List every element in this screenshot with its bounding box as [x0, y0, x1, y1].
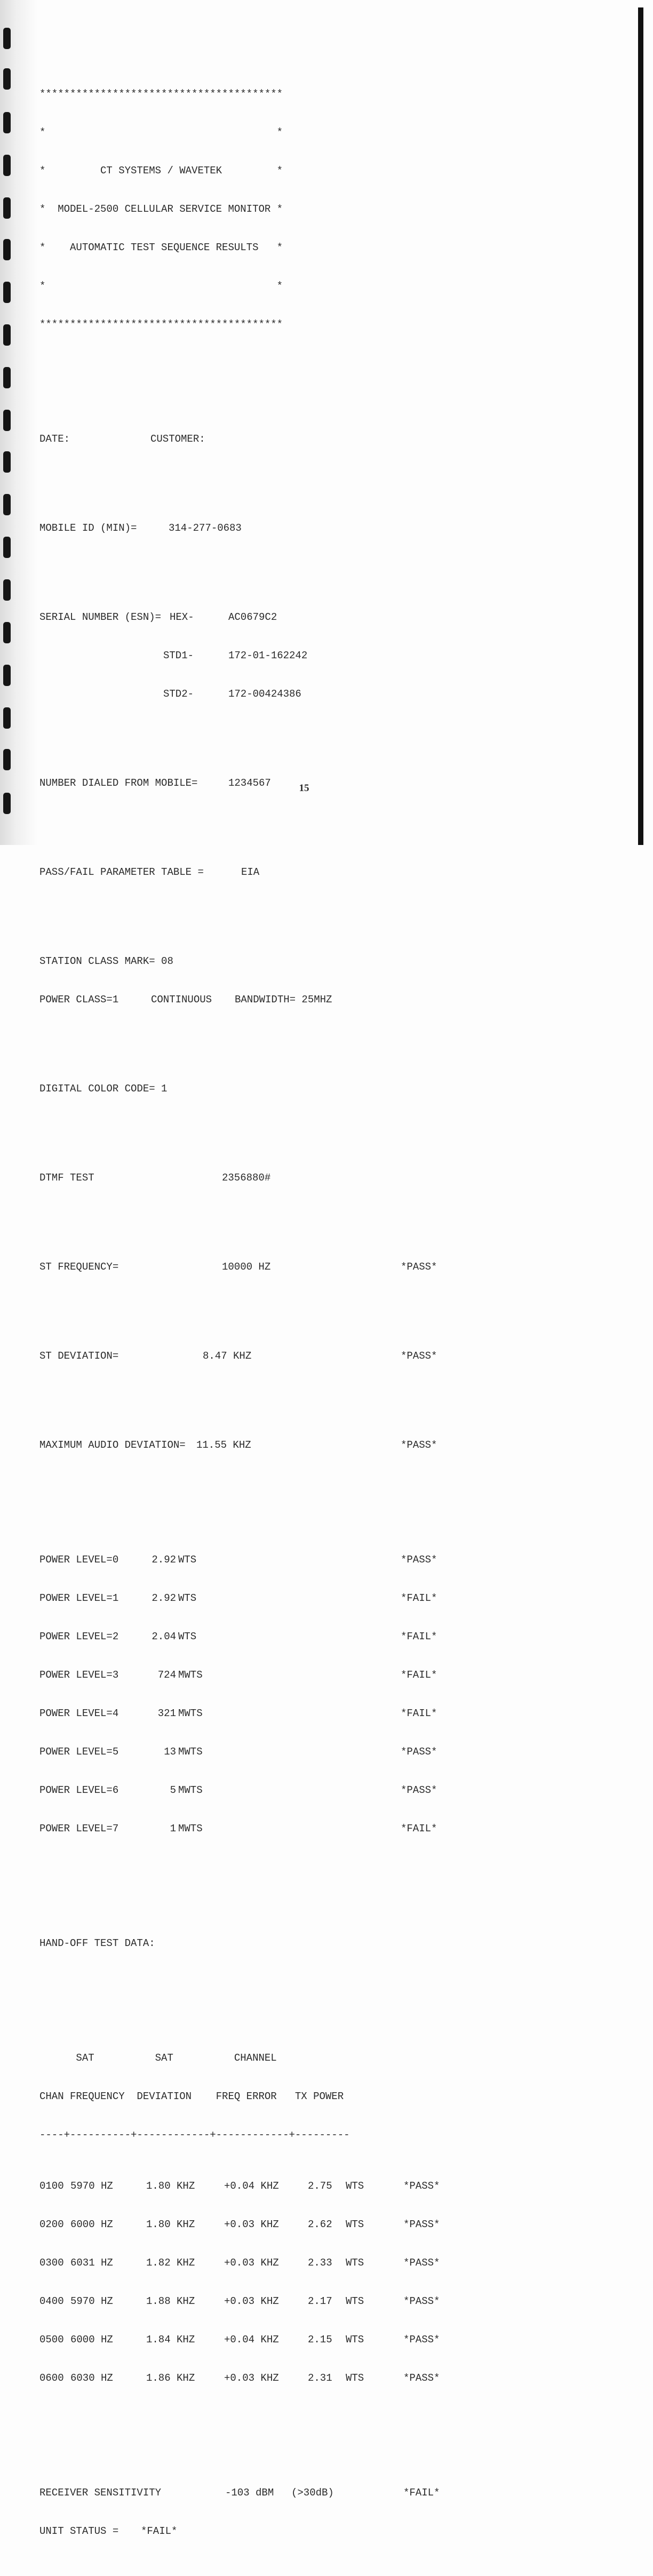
handoff-freq-error: +0.03 KHZ [224, 2257, 279, 2269]
serial-std2-row [39, 688, 520, 700]
handoff-sat-deviation: 1.88 KHZ [146, 2295, 195, 2307]
handoff-sat-frequency: 5970 HZ [70, 2180, 113, 2192]
handoff-chan: 0300 [39, 2257, 64, 2269]
handoff-sat-frequency: 6031 HZ [70, 2257, 113, 2269]
banner-line-company: * CT SYSTEMS / WAVETEK * [39, 165, 283, 177]
power-level-row [39, 1630, 520, 1643]
power-level-label: POWER LEVEL=4 [39, 1708, 119, 1719]
binder-hole [3, 112, 11, 133]
max-audio-deviation-label: MAXIMUM AUDIO DEVIATION= [39, 1439, 186, 1451]
power-level-unit: MWTS [178, 1669, 203, 1681]
handoff-result: *PASS* [403, 2295, 440, 2307]
handoff-chan: 0600 [39, 2372, 64, 2384]
binder-hole [3, 367, 11, 388]
handoff-freq-error: +0.03 KHZ [224, 2219, 279, 2230]
power-level-value: 5 [170, 1784, 176, 1796]
handoff-freq-error: +0.04 KHZ [224, 2334, 279, 2346]
handoff-sat-frequency: 6000 HZ [70, 2219, 113, 2230]
binder-hole [3, 410, 11, 431]
handoff-tx-unit: WTS [346, 2372, 364, 2384]
handoff-table [39, 2026, 520, 2410]
binder-hole [3, 28, 11, 49]
handoff-chan: 0200 [39, 2219, 64, 2230]
binder-hole [3, 494, 11, 515]
handoff-sat-frequency: 5970 HZ [70, 2295, 113, 2307]
handoff-row [39, 2256, 520, 2269]
power-level-result: *PASS* [401, 1784, 437, 1796]
handoff-result: *PASS* [403, 2257, 440, 2269]
handoff-sat-deviation: 1.80 KHZ [146, 2180, 195, 2192]
serial-std2-value: 172-00424386 [228, 688, 301, 700]
binder-hole [3, 622, 11, 643]
number-dialed-label: NUMBER DIALED FROM MOBILE= [39, 777, 198, 789]
power-level-value: 2.04 [152, 1631, 176, 1642]
serial-std2-label: STD2- [163, 688, 194, 700]
dtmf-row [39, 1171, 520, 1184]
handoff-sat-deviation: 1.80 KHZ [146, 2219, 195, 2230]
banner-line-model: * MODEL-2500 CELLULAR SERVICE MONITOR * [39, 203, 283, 215]
receiver-sensitivity-result: *FAIL* [403, 2487, 440, 2499]
banner [39, 62, 520, 356]
handoff-result: *PASS* [403, 2219, 440, 2230]
handoff-header-line2: CHAN FREQUENCY DEVIATION FREQ ERROR TX POWER [39, 2091, 344, 2102]
handoff-freq-error: +0.03 KHZ [224, 2372, 279, 2384]
handoff-result: *PASS* [403, 2372, 440, 2384]
power-level-value: 2.92 [152, 1554, 176, 1566]
binder-hole [3, 239, 11, 260]
banner-line-empty: * * [39, 280, 283, 292]
customer-label: CUSTOMER: [150, 433, 205, 445]
handoff-chan: 0500 [39, 2334, 64, 2346]
binder-hole [3, 282, 11, 303]
banner-border-bottom: **************************************** [39, 318, 283, 330]
power-level-unit: MWTS [178, 1823, 203, 1835]
st-frequency-result: *PASS* [401, 1261, 437, 1273]
handoff-tx-unit: WTS [346, 2219, 364, 2230]
handoff-title: HAND-OFF TEST DATA: [39, 1937, 155, 1949]
power-level-value: 13 [164, 1746, 176, 1758]
page-edge [638, 7, 643, 845]
pass-fail-table-row [39, 866, 520, 879]
handoff-tx-power: 2.33 [308, 2257, 332, 2269]
handoff-tx-power: 2.75 [308, 2180, 332, 2192]
binder-hole [3, 749, 11, 770]
power-level-unit: MWTS [178, 1746, 203, 1758]
binder-hole [3, 537, 11, 558]
date-customer-row [39, 433, 520, 445]
binder-hole [3, 324, 11, 346]
serial-label: SERIAL NUMBER (ESN)= [39, 611, 162, 623]
handoff-tx-power: 2.31 [308, 2372, 332, 2384]
handoff-tx-unit: WTS [346, 2257, 364, 2269]
serial-hex-value: AC0679C2 [228, 611, 277, 623]
power-level-row [39, 1553, 520, 1566]
handoff-tx-power: 2.62 [308, 2219, 332, 2230]
handoff-row [39, 2295, 520, 2308]
power-level-row [39, 1669, 520, 1681]
handoff-separator: ----+----------+------------+------------+--------- [39, 2129, 350, 2141]
power-level-value: 1 [170, 1823, 176, 1835]
handoff-chan: 0400 [39, 2295, 64, 2307]
power-level-label: POWER LEVEL=5 [39, 1746, 119, 1758]
power-level-value: 321 [157, 1708, 176, 1719]
receiver-sensitivity-note: (>30dB) [291, 2487, 334, 2499]
power-level-label: POWER LEVEL=6 [39, 1784, 119, 1796]
page-number: 15 [299, 783, 309, 794]
st-deviation-result: *PASS* [401, 1350, 437, 1362]
power-level-unit: MWTS [178, 1708, 203, 1719]
binder-hole [3, 68, 11, 90]
st-deviation-row [39, 1350, 520, 1362]
digital-color-code: DIGITAL COLOR CODE= 1 [39, 1083, 168, 1095]
power-level-result: *FAIL* [401, 1708, 437, 1719]
max-audio-deviation-value: 11.55 KHZ [196, 1439, 251, 1451]
power-class-mode: CONTINUOUS [151, 994, 212, 1006]
binder-hole [3, 155, 11, 176]
serial-hex-row [39, 611, 520, 624]
handoff-row [39, 2180, 520, 2192]
serial-std1-row [39, 649, 520, 662]
power-level-result: *PASS* [401, 1746, 437, 1758]
power-level-label: POWER LEVEL=0 [39, 1554, 119, 1566]
power-level-value: 2.92 [152, 1592, 176, 1604]
banner-line-title: * AUTOMATIC TEST SEQUENCE RESULTS * [39, 242, 283, 253]
handoff-row [39, 2333, 520, 2346]
mobile-id-value: 314-277-0683 [169, 522, 242, 534]
power-class-label: POWER CLASS=1 [39, 994, 119, 1006]
handoff-sat-frequency: 6030 HZ [70, 2372, 113, 2384]
banner-line-empty: * * [39, 126, 283, 138]
serial-std1-value: 172-01-162242 [228, 650, 308, 661]
power-level-row [39, 1822, 520, 1835]
handoff-freq-error: +0.04 KHZ [224, 2180, 279, 2192]
handoff-header-line1: SAT SAT CHANNEL [39, 2052, 277, 2064]
handoff-row [39, 2218, 520, 2231]
unit-status-value: *FAIL* [141, 2525, 178, 2537]
power-level-row [39, 1707, 520, 1720]
binder-hole [3, 707, 11, 729]
handoff-tx-unit: WTS [346, 2334, 364, 2346]
dtmf-label: DTMF TEST [39, 1172, 94, 1184]
binder-hole [3, 451, 11, 473]
handoff-tx-unit: WTS [346, 2295, 364, 2307]
power-level-unit: WTS [178, 1592, 197, 1604]
power-level-label: POWER LEVEL=3 [39, 1669, 119, 1681]
power-level-unit: WTS [178, 1631, 197, 1642]
power-level-label: POWER LEVEL=1 [39, 1592, 119, 1604]
station-class-mark: STATION CLASS MARK= 08 [39, 955, 173, 967]
st-frequency-label: ST FREQUENCY= [39, 1261, 119, 1273]
banner-border-top: **************************************** [39, 88, 283, 100]
serial-hex-label: HEX- [170, 611, 194, 623]
power-level-result: *FAIL* [401, 1631, 437, 1642]
dtmf-value: 2356880# [222, 1172, 271, 1184]
handoff-sat-deviation: 1.82 KHZ [146, 2257, 195, 2269]
handoff-tx-unit: WTS [346, 2180, 364, 2192]
binder-hole [3, 579, 11, 601]
handoff-sat-deviation: 1.86 KHZ [146, 2372, 195, 2384]
st-deviation-value: 8.47 KHZ [203, 1350, 252, 1362]
handoff-result: *PASS* [403, 2180, 440, 2192]
handoff-tx-power: 2.15 [308, 2334, 332, 2346]
unit-status-label: UNIT STATUS = [39, 2525, 119, 2537]
receiver-sensitivity-row [39, 2486, 520, 2499]
date-label: DATE: [39, 433, 70, 445]
mobile-id-label: MOBILE ID (MIN)= [39, 522, 137, 534]
power-level-result: *FAIL* [401, 1592, 437, 1604]
handoff-result: *PASS* [403, 2334, 440, 2346]
max-audio-deviation-row [39, 1439, 520, 1452]
handoff-row [39, 2372, 520, 2384]
receiver-sensitivity-value: -103 dBM [225, 2487, 274, 2499]
pass-fail-table-label: PASS/FAIL PARAMETER TABLE = [39, 866, 204, 878]
binder-hole [3, 793, 11, 814]
receiver-sensitivity-label: RECEIVER SENSITIVITY [39, 2487, 162, 2499]
handoff-freq-error: +0.03 KHZ [224, 2295, 279, 2307]
number-dialed-value: 1234567 [228, 777, 271, 789]
handoff-tx-power: 2.17 [308, 2295, 332, 2307]
st-frequency-value: 10000 HZ [222, 1261, 271, 1273]
power-level-label: POWER LEVEL=2 [39, 1631, 119, 1642]
binder-hole [3, 197, 11, 219]
handoff-sat-frequency: 6000 HZ [70, 2334, 113, 2346]
handoff-sat-deviation: 1.84 KHZ [146, 2334, 195, 2346]
bandwidth: BANDWIDTH= 25MHZ [235, 994, 332, 1006]
unit-status-row [39, 2525, 520, 2538]
pass-fail-table-value: EIA [241, 866, 260, 878]
power-level-result: *FAIL* [401, 1823, 437, 1835]
power-level-row [39, 1592, 520, 1605]
serial-std1-label: STD1- [163, 650, 194, 661]
power-level-row [39, 1784, 520, 1797]
handoff-chan: 0100 [39, 2180, 64, 2192]
power-level-table [39, 1528, 520, 1861]
max-audio-deviation-result: *PASS* [401, 1439, 437, 1451]
power-level-result: *FAIL* [401, 1669, 437, 1681]
power-level-row [39, 1745, 520, 1758]
st-frequency-row [39, 1261, 520, 1273]
test-results-printout [39, 23, 520, 2550]
power-level-unit: MWTS [178, 1784, 203, 1796]
power-level-value: 724 [157, 1669, 176, 1681]
power-level-result: *PASS* [401, 1554, 437, 1566]
st-deviation-label: ST DEVIATION= [39, 1350, 119, 1362]
mobile-id-row [39, 522, 520, 535]
binder-hole [3, 665, 11, 686]
power-class-row [39, 993, 520, 1006]
power-level-unit: WTS [178, 1554, 197, 1566]
power-level-label: POWER LEVEL=7 [39, 1823, 119, 1835]
